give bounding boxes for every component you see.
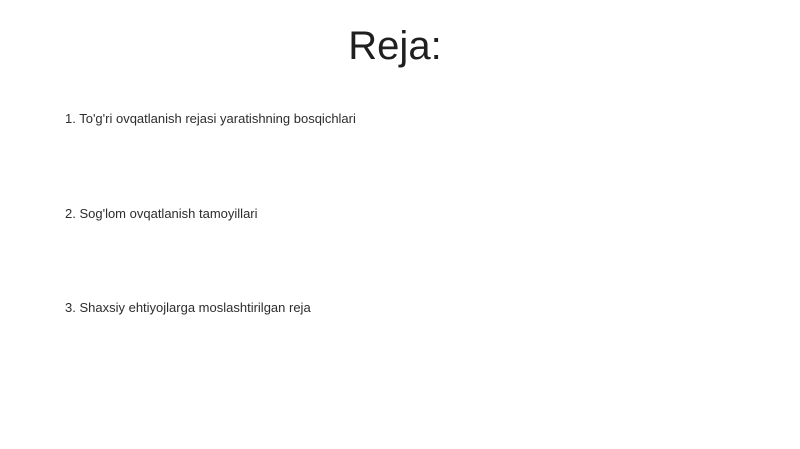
plan-item-1: 1. To'g'ri ovqatlanish rejasi yaratishning bosqichlari [65, 111, 356, 126]
plan-item-2: 2. Sog'lom ovqatlanish tamoyillari [65, 206, 258, 221]
plan-item-3: 3. Shaxsiy ehtiyojlarga moslashtirilgan reja [65, 300, 311, 315]
slide-title: Reja: [348, 24, 442, 68]
